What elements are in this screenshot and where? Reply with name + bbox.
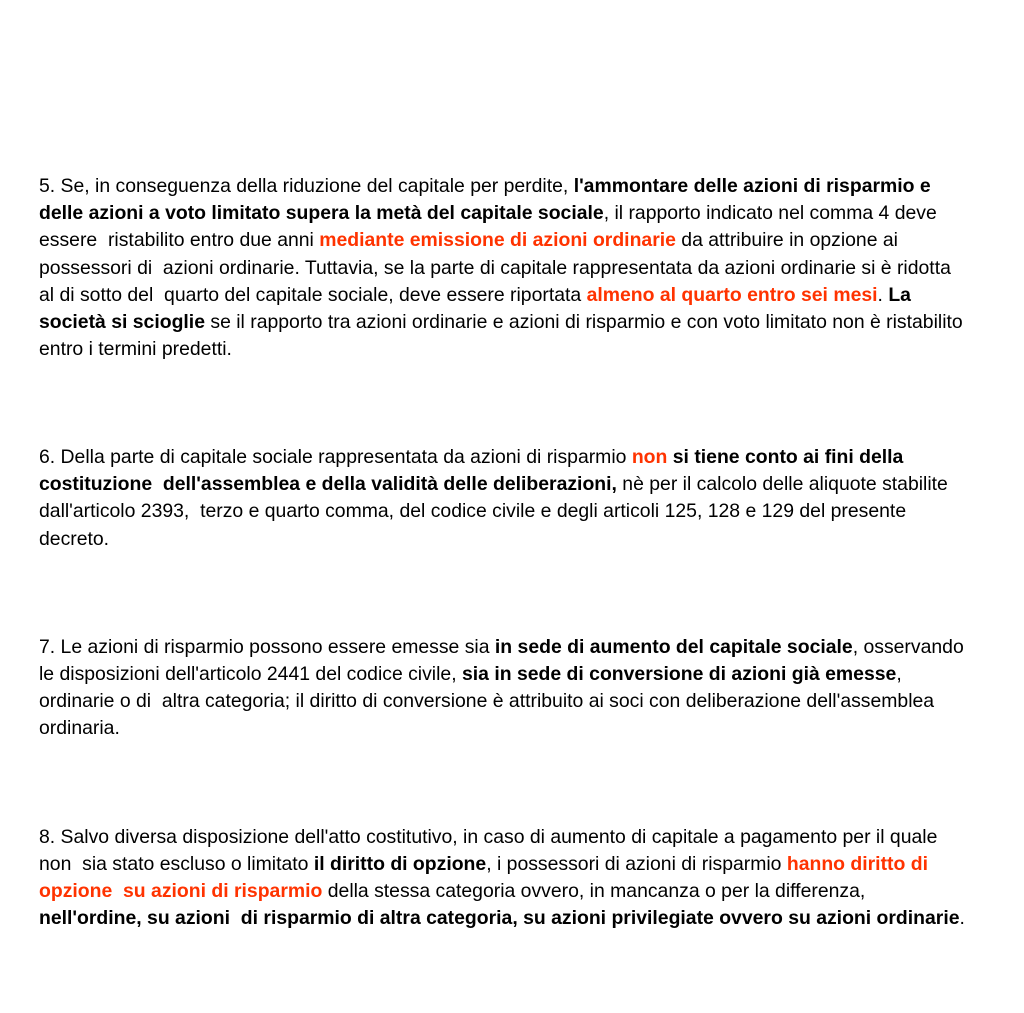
text-segment: , ordinarie o di altra categoria; il diritto di conversione è attribuito ai soci con deliberazione dell'assemblea ordinaria. — [39, 662, 940, 740]
bold-segment: l'ammontare delle azioni di risparmio e delle azioni a voto limitato supera la metà del capitale sociale — [39, 175, 937, 225]
paragraph-7 — [39, 634, 971, 742]
paragraph-8 — [39, 824, 971, 932]
text-segment: nè per il calcolo delle aliquote stabilite dall'articolo 2393, terzo e quarto comma, del codice civile e degli articoli 125, 128 e 129 del presente decreto. — [39, 473, 954, 550]
highlight-segment: non — [631, 446, 668, 469]
highlight-segment: mediante emissione di azioni ordinarie — [319, 229, 676, 252]
text-segment: se il rapporto tra azioni ordinarie e azioni di risparmio e con voto limitato non è ristabilito entro i termini predetti. — [39, 310, 969, 360]
text-segment: 6. Della parte di capitale sociale rappresentata da azioni di risparmio — [39, 446, 632, 469]
paragraph-5 — [39, 173, 971, 363]
bold-segment: nell'ordine, su azioni di risparmio di altra categoria, su azioni privilegiate ovvero su azioni ordinarie — [39, 906, 960, 929]
text-segment: 8. Salvo diversa disposizione dell'atto costitutivo, in caso di aumento di capitale a pagamento per il quale non sia stato escluso o limitato — [39, 825, 943, 875]
text-segment: della stessa categoria ovvero, in mancanza o per la differenza, — [322, 879, 871, 902]
text-segment: , il rapporto indicato nel comma 4 deve essere ristabilito entro due anni — [39, 202, 943, 252]
bold-segment: il diritto di opzione — [313, 852, 487, 875]
text-segment: da attribuire in opzione ai possessori di azioni ordinarie. Tuttavia, se la parte di capitale rappresentata da azioni ordinarie si è ridotta al di sotto del quarto del capitale sociale, deve essere riportata — [39, 229, 957, 306]
legal-text-block — [39, 92, 971, 1013]
bold-segment: in sede di aumento del capitale sociale — [494, 635, 853, 658]
paragraph-6 — [39, 444, 971, 552]
text-segment: , i possessori di azioni di risparmio — [486, 852, 787, 875]
bold-segment: sia in sede di conversione di azioni già emesse — [462, 662, 897, 685]
bold-segment: La società si scioglie — [39, 283, 917, 333]
text-segment: 5. Se, in conseguenza della riduzione del capitale per perdite, — [39, 175, 574, 198]
bold-segment: si tiene conto ai fini della costituzione dell'assemblea e della validità delle deliberazioni, — [39, 446, 909, 496]
text-segment: . — [959, 906, 965, 929]
highlight-segment: hanno diritto di opzione su azioni di risparmio — [39, 852, 934, 902]
highlight-segment: almeno al quarto entro sei mesi — [586, 283, 878, 306]
text-segment: . — [877, 283, 889, 306]
text-segment: 7. Le azioni di risparmio possono essere emesse sia — [39, 635, 495, 658]
text-segment: , osservando le disposizioni dell'articolo 2441 del codice civile, — [39, 635, 970, 685]
